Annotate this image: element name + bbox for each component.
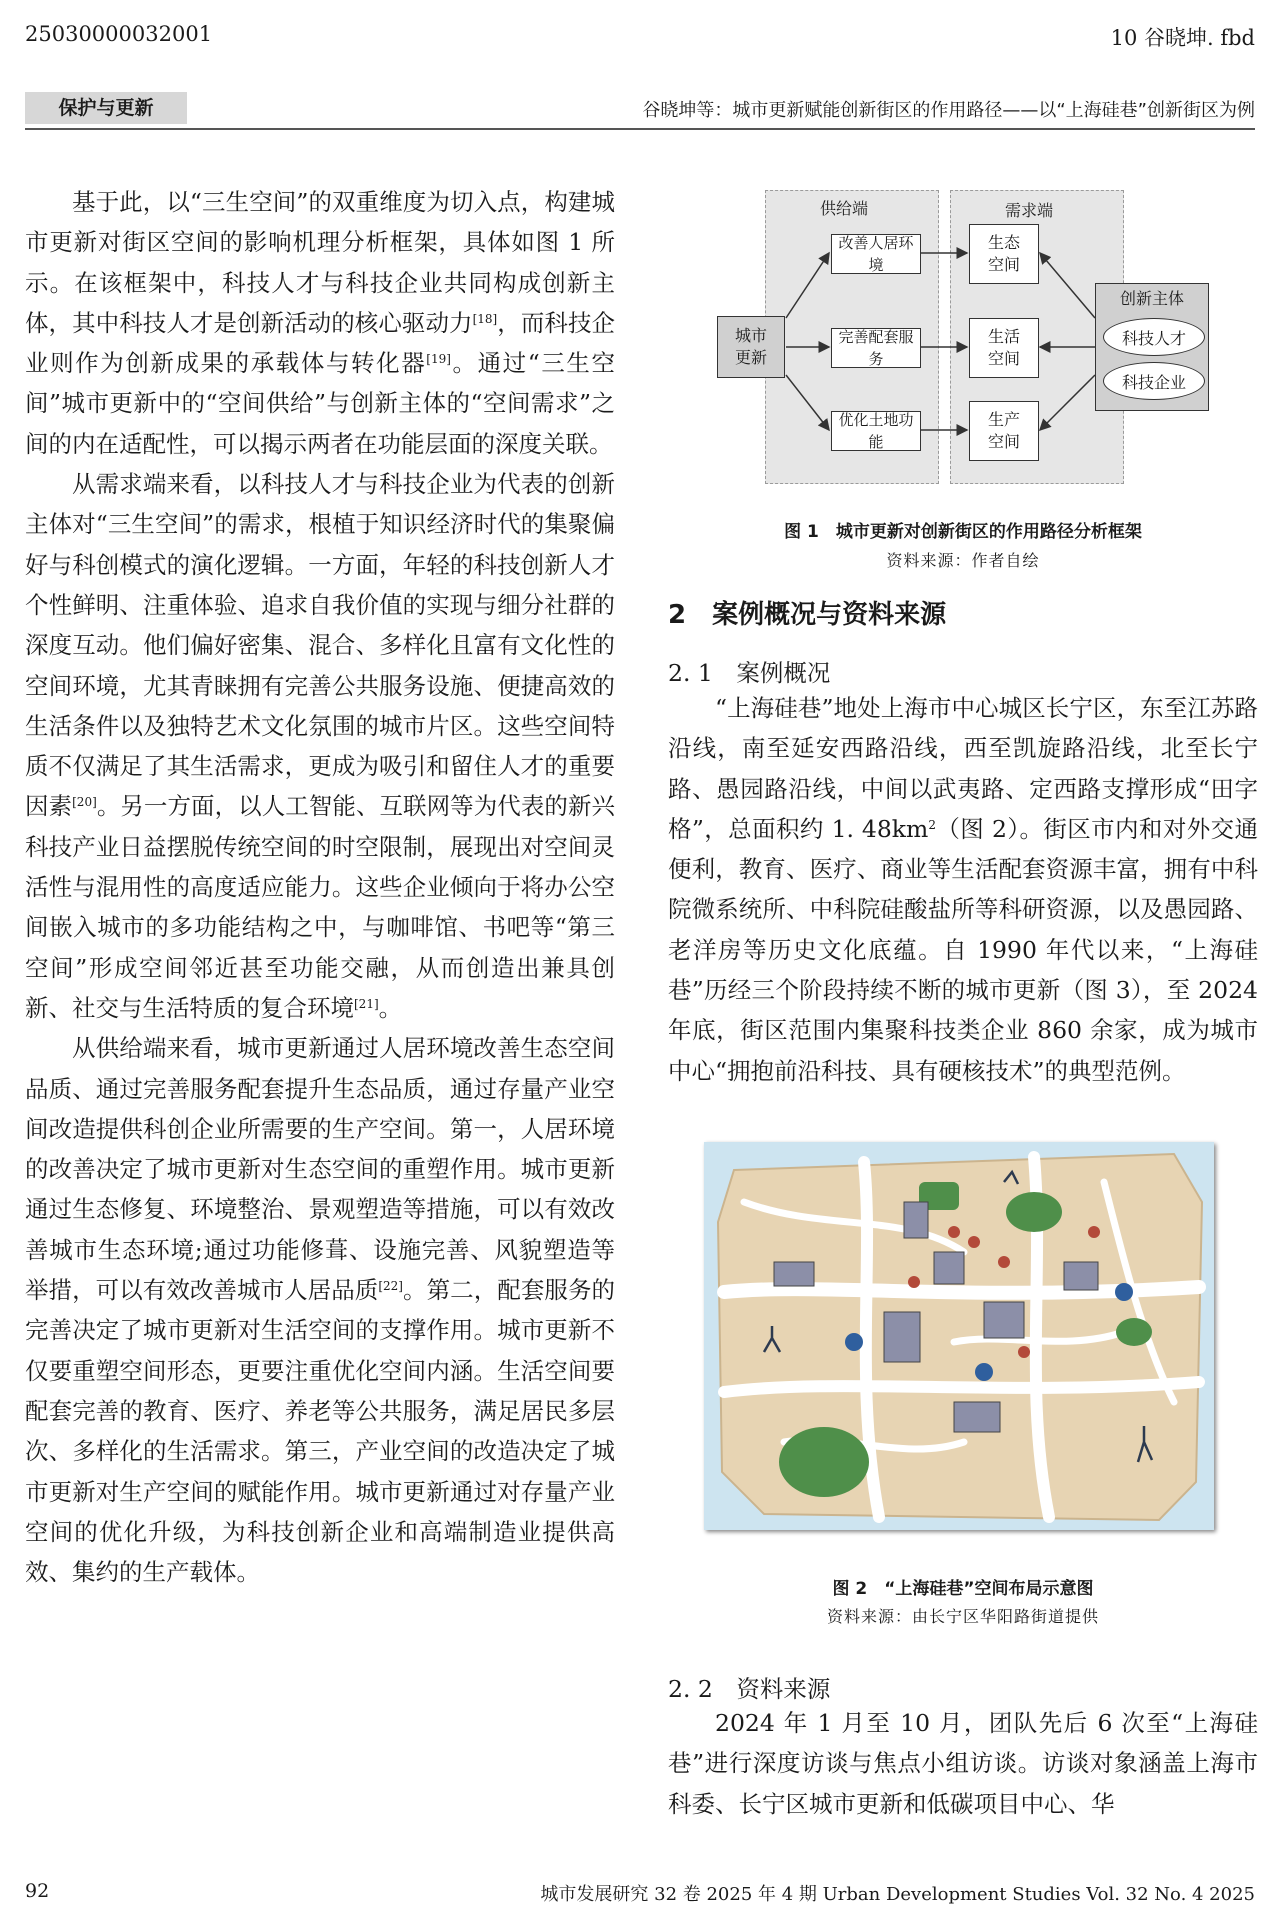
figure-2-map [704,1142,1214,1530]
subsection-heading-2-1: 2. 1 案例概况 [668,659,831,687]
case-overview-text [668,688,1258,1091]
superscript: 2 [928,817,936,832]
map-illustration [704,1142,1214,1530]
citation: [19] [426,352,451,367]
demand-title: 需求端 [1005,201,1054,220]
innovation-subject-title: 创新主体 [1119,289,1184,308]
figure-1-source: 资料来源：作者自绘 [886,551,1040,570]
citation: [21] [354,996,379,1011]
document-id: 25030000032001 [25,22,213,46]
section-heading-2: 2 案例概况与资料来源 [668,600,947,630]
header-band [25,92,1255,130]
page-number: 92 [25,1880,50,1902]
file-label: 10 谷晓坤. fbd [1110,26,1255,50]
figure-1-diagram [715,190,1215,485]
tech-enterprise-oval: 科技企业 [1103,362,1205,400]
figure-1-caption: 图 1 城市更新对创新街区的作用路径分析框架 [784,522,1142,542]
supply-box-living-environment: 改善人居环境 [831,234,921,274]
paragraph: 从需求端来看，以科技人才与科技企业为代表的创新主体对“三生空间”的需求，根植于知识经济时代的集聚偏好与科创模式的演化逻辑。一方面，年轻的科技创新人才个性鲜明、注重体验、追求自我价值的实现与细分社群的深度互动。他们偏好密集、混合、多样化且富有文化性的空间环境，尤其青睐拥有完善公共服务设施、便捷高效的生活条件以及独特艺术文化氛围的城市片区。这些空间特质不仅满足了其生活需求，更成为吸引和留住人才的重要因素[20]。另一方面，以人工智能、互联网等为代表的新兴科技产业日益摆脱传统空间的时空限制，展现出对空间灵活性与混用性的高度适应能力。这些企业倾向于将办公空间嵌入城市的多功能结构之中，与咖啡馆、书吧等“第三空间”形成空间邻近甚至功能交融，从而创造出兼具创新、社交与生活特质的复合环境[21]。 [25,470,616,1022]
supply-box-services: 完善配套服务 [831,328,921,368]
paragraph: 从供给端来看，城市更新通过人居环境改善生态空间品质、通过完善服务配套提升生态品质，通过存量产业空间改造提供科创企业所需要的生产空间。第一，人居环境的改善决定了城市更新对生态空间的重塑作用。城市更新通过生态修复、环境整治、景观塑造等措施，可以有效改善城市生态环境;通过功能修葺、设施完善、风貌塑造等举措，可以有效改善城市人居品质[22]。第二，配套服务的完善决定了城市更新对生活空间的支撑作用。城市更新不仅要重塑空间形态，更要注重优化空间内涵。生活空间要配套完善的教育、医疗、养老等公共服务，满足居民多层次、多样化的生活需求。第三，产业空间的改造决定了城市更新对生产空间的赋能作用。城市更新通过对存量产业空间的优化升级，为科技创新企业和高端制造业提供高效、集约的生产载体。 [25,1034,616,1587]
urban-renewal-box: 城市 更新 [717,316,785,378]
citation: [22] [378,1279,403,1294]
data-source-text [668,1703,1258,1824]
demand-box-production: 生产 空间 [969,401,1039,461]
citation: [18] [472,311,498,326]
supply-title: 供给端 [820,199,869,218]
figure-2-caption: 图 2 “上海硅巷”空间布局示意图 [832,1579,1094,1599]
paragraph: 基于此，以“三生空间”的双重维度为切入点，构建城市更新对街区空间的影响机理分析框架，具体如图 1 所示。在该框架中，科技人才与科技企业共同构成创新主体，其中科技人才是创新活动的核心驱动力[18]，而科技企业则作为创新成果的承载体与转化器[19]。通过“三生空间”城市更新中的“空间供给”与创新主体的“空间需求”之间的内在适配性，可以揭示两者在功能层面的深度关联。 [25,188,616,458]
section-tag: 保护与更新 [25,92,187,124]
journal-footer: 城市发展研究 32 卷 2025 年 4 期 Urban Development Studies Vol. 32 No. 4 2025 [540,1884,1255,1905]
paragraph: “上海硅巷”地处上海市中心城区长宁区，东至江苏路沿线，南至延安西路沿线，西至凯旋路沿线，北至长宁路、愚园路沿线，中间以武夷路、定西路支撑形成“田字格”，总面积约 1. $48km^2$（图 2）。街区市内和对外交通便利，教育、医疗、商业等生活配套资源丰富，拥有中科院微系统所、中科院硅酸盐所等科研资源，以及愚园路、老洋房等历史文化底蕴。自 1990 年代以来，“上海硅巷”历经三个阶段持续不断的城市更新（图 3），至 2024 年底，街区范围内集聚科技类企业 860 余家，成为城市中心“拥抱前沿科技、具有硬核技术”的典型范例。 [668,694,1258,1085]
citation: [20] [72,795,97,810]
subsection-heading-2-2: 2. 2 资料来源 [668,1675,831,1703]
tech-talent-oval: 科技人才 [1103,318,1205,356]
paragraph: 2024 年 1 月至 10 月，团队先后 6 次至“上海硅巷”进行深度访谈与焦点小组访谈。访谈对象涵盖上海市科委、长宁区城市更新和低碳项目中心、华 [668,1709,1258,1818]
left-column [25,182,615,1592]
running-head: 谷晓坤等：城市更新赋能创新街区的作用路径——以“上海硅巷”创新街区为例 [642,100,1255,121]
demand-box-ecological: 生态 空间 [969,224,1039,284]
figure-2-source: 资料来源：由长宁区华阳路街道提供 [826,1607,1099,1626]
supply-box-land-function: 优化土地功能 [831,411,921,451]
demand-box-living: 生活 空间 [969,318,1039,378]
